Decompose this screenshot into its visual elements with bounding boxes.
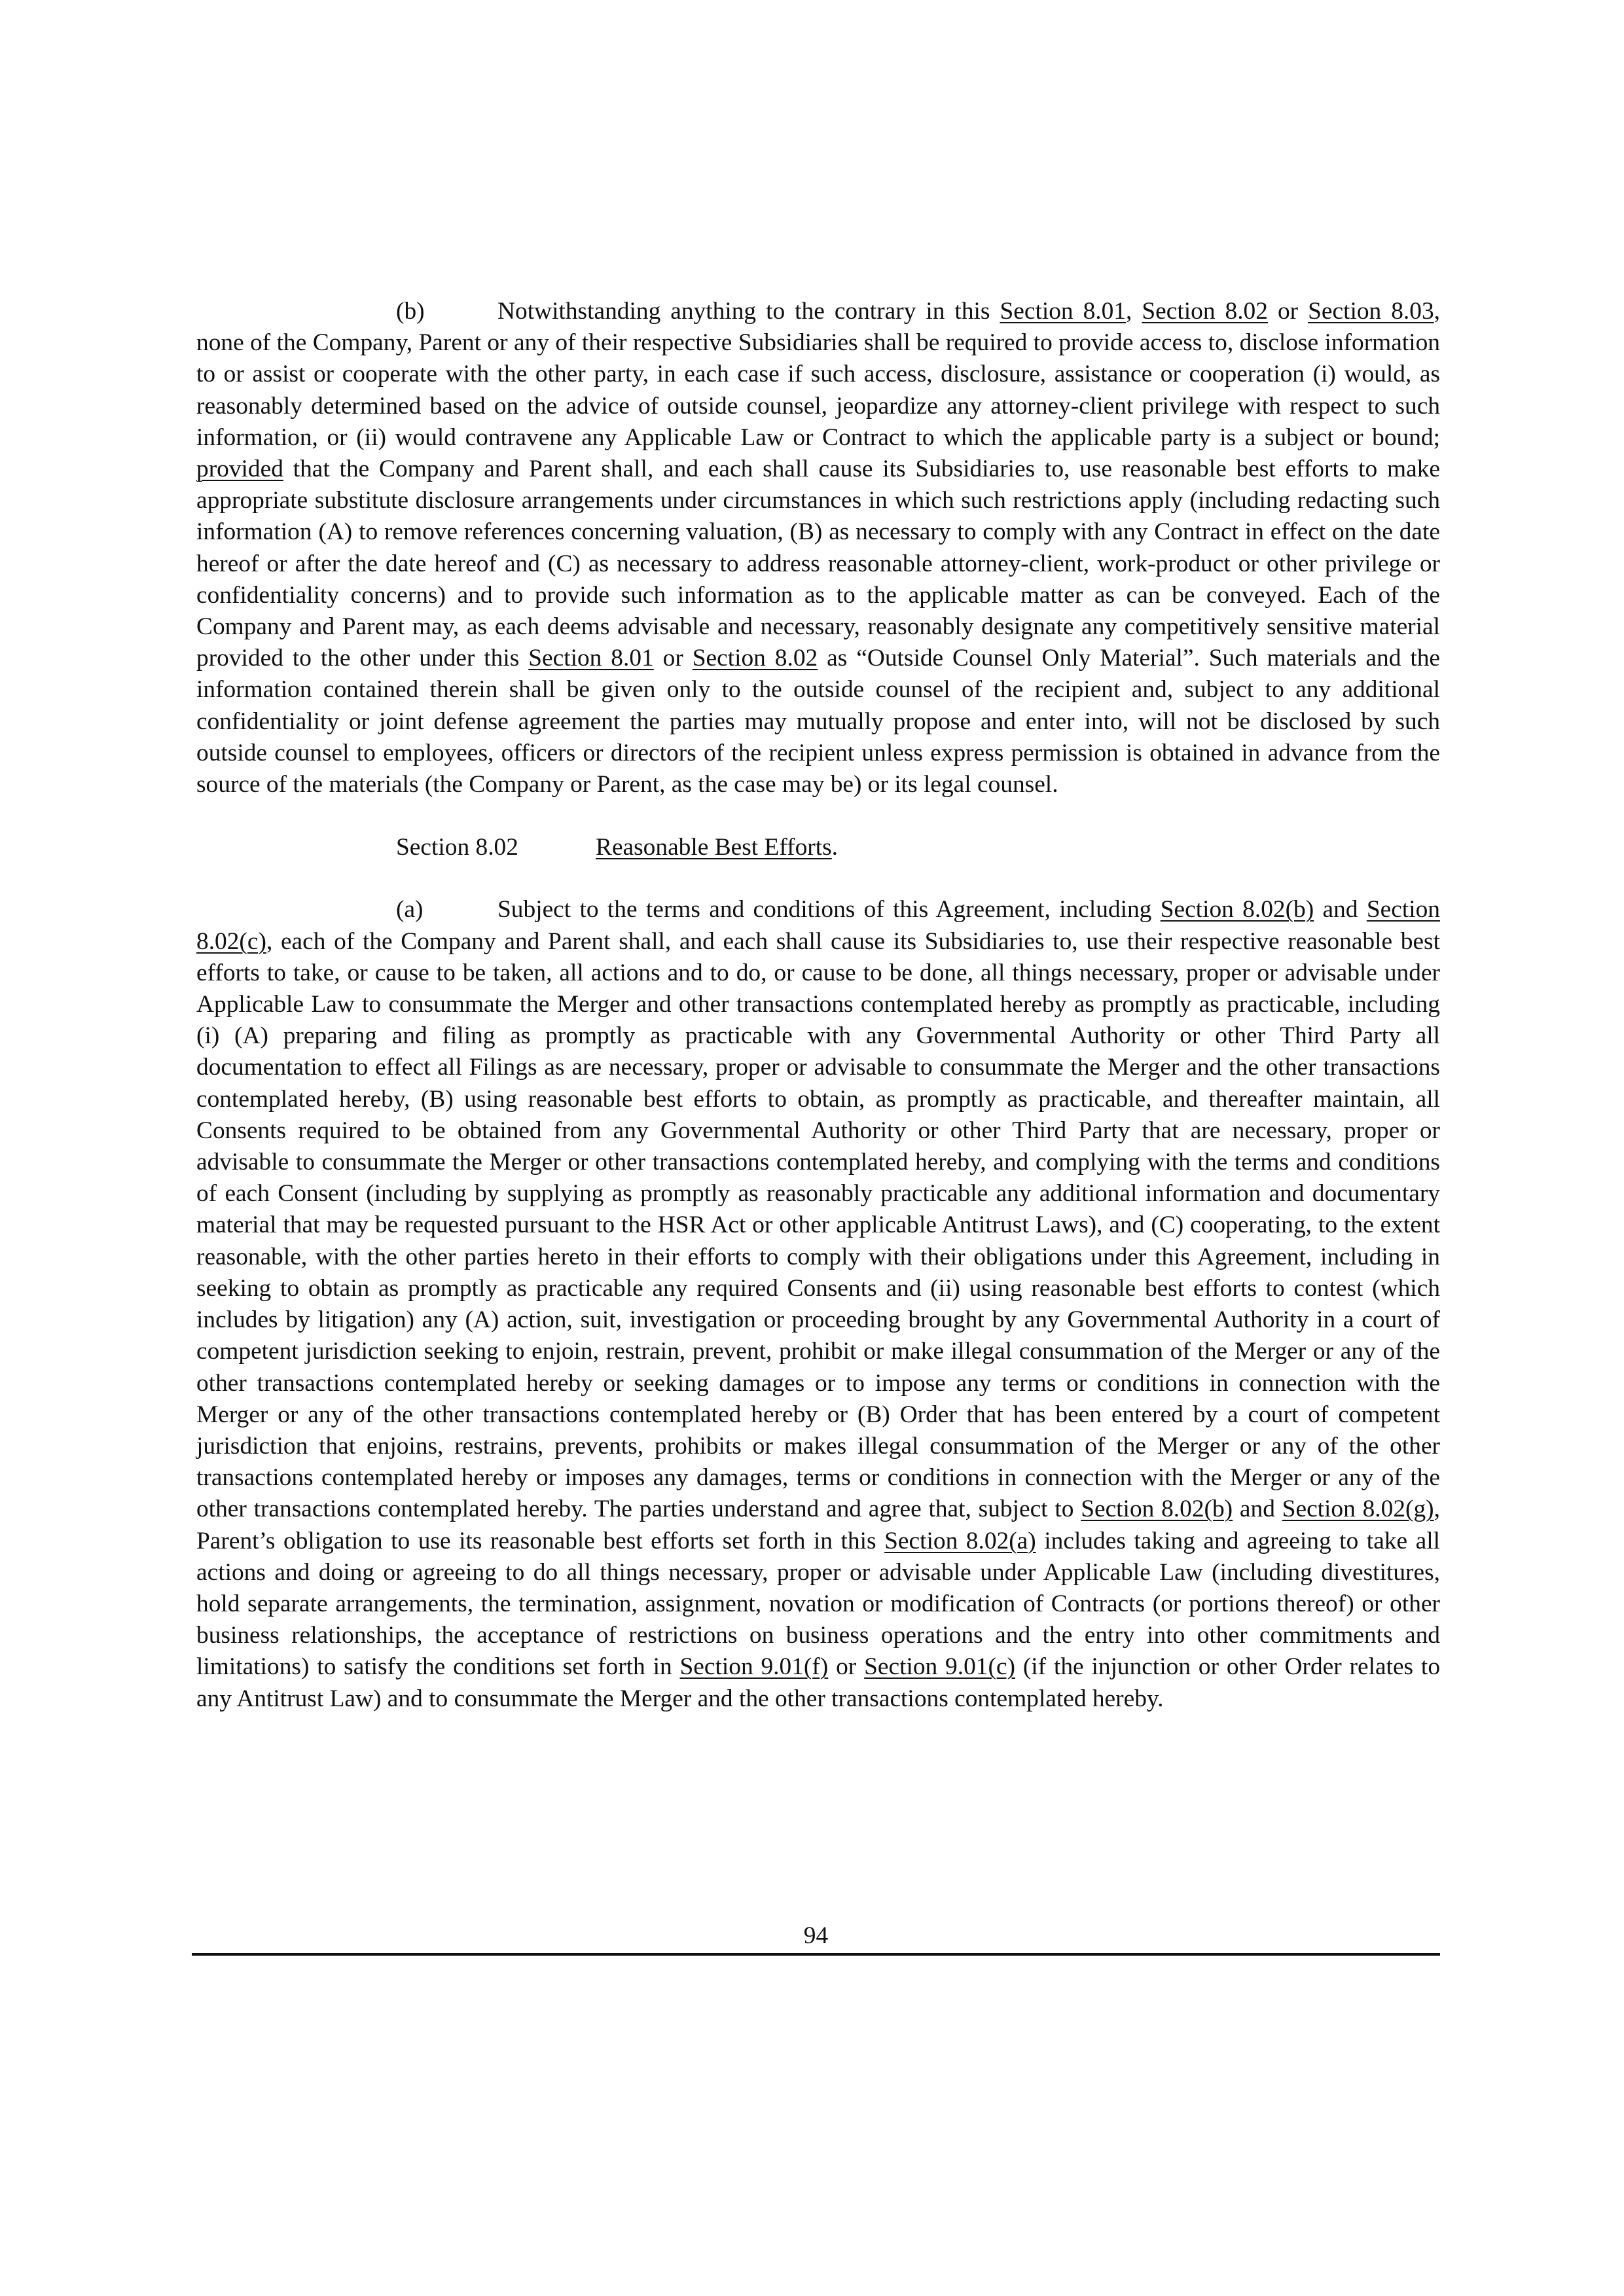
paragraph-a-text: Subject to the terms and conditions of this Agreement, including — [497, 896, 1161, 924]
section-reference: Section 9.01(c) — [864, 1653, 1015, 1681]
section-reference: Section 8.02 — [692, 645, 818, 672]
section-title-period: . — [831, 834, 839, 861]
paragraph-b-text: or — [1267, 298, 1308, 325]
paragraph-b-text: or — [653, 645, 693, 672]
paragraph-a-text: includes taking and agreeing to take all actions and doing or agreeing to do all things necessary, proper or advisable under Applicable Law (including divestitures, hold separate arrangements, the termination, assignment, novation or modification of Contracts (or portions thereof) or other business relationships, the acceptance of restrictions on business operations and the entry into other commitments and limitations) to satisfy the conditions set forth in — [196, 1527, 1440, 1681]
section-title: Reasonable Best Efforts — [596, 834, 832, 861]
section-number: Section 8.02 — [396, 834, 518, 861]
section-reference: Section 8.03 — [1308, 298, 1434, 325]
paragraph-a — [196, 894, 1440, 1714]
section-reference: Section 8.02(b) — [1160, 896, 1314, 924]
section-reference: Section 8.02(b) — [1081, 1496, 1233, 1523]
provided-term: provided — [196, 456, 283, 483]
paragraph-b-text: , none of the Company, Parent or any of their respective Subsidiaries shall be required to provide access to, disclose information to or assist or cooperate with the other party, in each case if such access, disclosure, assistance or cooperation (i) would, as reasonably determined based on the advice of outside counsel, jeopardize any attorney-client privilege with respect to such information, or (ii) would contravene any Applicable Law or Contract to which the applicable party is a subject or bound; — [196, 298, 1441, 451]
paragraph-a-text: (if the injunction or other Order relates to any Antitrust Law) and to consummate the Merger and the other transactions contemplated hereby. — [196, 1653, 1441, 1712]
section-reference: Section 8.02 — [1142, 298, 1268, 325]
document-page — [196, 296, 1440, 1715]
paragraph-b-text: as “Outside Counsel Only Material”. Such materials and the information contained therein shall be given only to the outside counsel of the recipient and, subject to any additional confidentiality or joint defense agreement the parties may mutually propose and enter into, will not be disclosed by such outside counsel to employees, officers or directors of the recipient unless express permission is obtained in advance from the source of the materials (the Company or Parent, as the case may be) or its legal counsel. — [196, 645, 1441, 798]
paragraph-a-text: , Parent’s obligation to use its reasonable best efforts set forth in this — [196, 1496, 1440, 1554]
paragraph-b-text: , — [1126, 298, 1142, 325]
paragraph-b-enumerator: (b) — [396, 298, 425, 325]
paragraph-a-text: and — [1233, 1496, 1282, 1523]
paragraph-a-text: and — [1314, 896, 1367, 924]
paragraph-b-text: that the Company and Parent shall, and each shall cause its Subsidiaries to, use reasonable best efforts to make appropriate substitute disclosure arrangements under circumstances in which such restrictions apply (including redacting such information (A) to remove references concerning valuation, (B) as necessary to comply with any Contract in effect on the date hereof or after the date hereof and (C) as necessary to address reasonable attorney-client, work-product or other privilege or confidentiality concerns) and to provide such information as to the applicable matter as can be conveyed. Each of the Company and Parent may, as each deems advisable and necessary, reasonably designate any competitively sensitive material provided to the other under this — [196, 456, 1440, 672]
paragraph-b-text: Notwithstanding anything to the contrary in this — [497, 298, 1000, 325]
paragraph-a-text: or — [828, 1653, 865, 1681]
paragraph-a-text: , each of the Company and Parent shall, and each shall cause its Subsidiaries to, use their respective reasonable best efforts to take, or cause to be taken, all actions and to do, or cause to be done, all things necessary, proper or advisable under Applicable Law to consummate the Merger and other transactions contemplated hereby as promptly as practicable, including (i) (A) preparing and filing as promptly as practicable with any Governmental Authority or other Third Party all documentation to effect all Filings as are necessary, proper or advisable to consummate the Merger and the other transactions contemplated hereby, (B) using reasonable best efforts to obtain, as promptly as practicable, and thereafter maintain, all Consents required to be obtained from any Governmental Authority or other Third Party that are necessary, proper or advisable to consummate the Merger or other transactions contemplated hereby, and complying with the terms and conditions of each Consent (including by supplying as promptly as reasonably practicable any additional information and documentary material that may be requested pursuant to the HSR Act or other applicable Antitrust Laws), and (C) cooperating, to the extent reasonable, with the other parties hereto in their efforts to comply with their obligations under this Agreement, including in seeking to obtain as promptly as practicable any required Consents and (ii) using reasonable best efforts to contest (which includes by litigation) any (A) action, suit, investigation or proceeding brought by any Governmental Authority in a court of competent jurisdiction seeking to enjoin, restrain, prevent, prohibit or make illegal consummation of the Merger or any of the other transactions contemplated hereby or seeking damages or to impose any terms or conditions in connection with the Merger or any of the other transactions contemplated hereby or (B) Order that has been entered by a court of competent jurisdiction that enjoins, restrains, prevents, prohibits or makes illegal consummation of the Merger or any of the other transactions contemplated hereby or imposes any damages, terms or conditions in connection with the Merger or any of the other transactions contemplated hereby. The parties understand and agree that, subject to — [196, 927, 1440, 1523]
paragraph-b — [196, 296, 1440, 800]
page-number: 94 — [803, 1922, 829, 1949]
footer-rule — [192, 1953, 1440, 1956]
section-reference: Section 8.01 — [1000, 298, 1127, 325]
section-heading — [396, 832, 1440, 863]
section-reference: Section 9.01(f) — [679, 1653, 829, 1681]
paragraph-a-enumerator: (a) — [396, 896, 424, 924]
page-footer — [192, 1920, 1440, 1956]
section-reference: Section 8.02(a) — [884, 1527, 1036, 1554]
section-reference: Section 8.02(c) — [196, 896, 1440, 955]
section-reference: Section 8.01 — [528, 645, 654, 672]
section-reference: Section 8.02(g) — [1282, 1496, 1434, 1523]
